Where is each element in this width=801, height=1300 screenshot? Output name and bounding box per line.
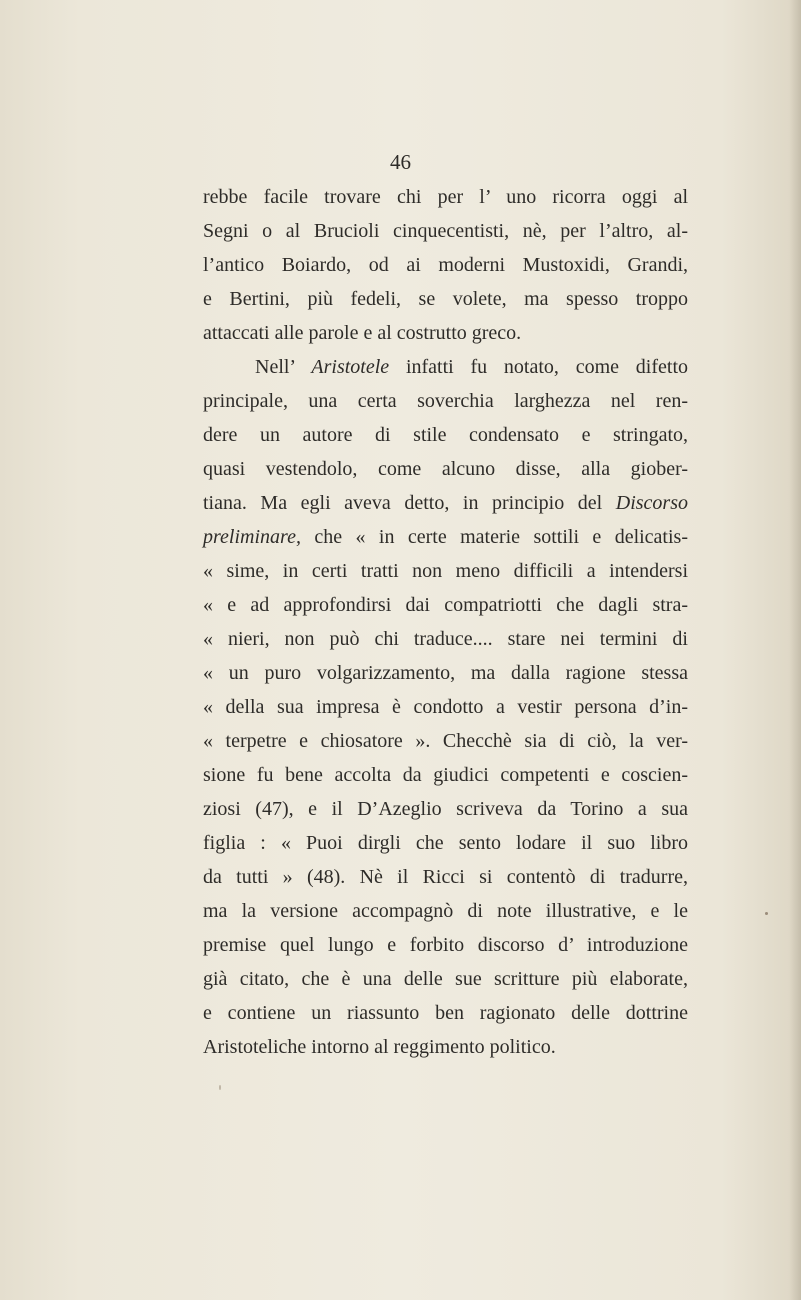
text-run: tiana. Ma egli aveva detto, in principio del [203, 492, 616, 514]
body-text [203, 180, 688, 1064]
text-line: già citato, che è una delle sue scritture più elaborate, [203, 968, 688, 990]
text-line: quasi vestendolo, come alcuno disse, alla giober- [203, 458, 688, 480]
text-line: ziosi (47), e il D’Azeglio scriveva da Torino a sua [203, 798, 688, 820]
text-line: e Bertini, più fedeli, se volete, ma spesso troppo [203, 288, 688, 310]
text-line: Segni o al Brucioli cinquecentisti, nè, per l’altro, al- [203, 220, 688, 242]
text-line: principale, una certa soverchia larghezza nel ren- [203, 390, 688, 412]
paragraph-start-line [203, 350, 688, 384]
text-line: « terpetre e chiosatore ». Checchè sia di ciò, la ver- [203, 730, 688, 752]
text-line: e contiene un riassunto ben ragionato delle dottrine [203, 1002, 688, 1024]
text-line: Aristoteliche intorno al reggimento politico. [203, 1036, 556, 1058]
text-line: « della sua impresa è condotto a vestir persona d’in- [203, 696, 688, 718]
text-line: da tutti » (48). Nè il Ricci si contentò di tradurre, [203, 866, 688, 888]
paper-speck [765, 912, 768, 915]
text-line-with-italic [203, 486, 688, 520]
text-line: rebbe facile trovare chi per l’ uno ricorra oggi al [203, 186, 688, 208]
text-line: « e ad approfondirsi dai compatriotti che dagli stra- [203, 594, 688, 616]
text-line: « sime, in certi tratti non meno difficili a intendersi [203, 560, 688, 582]
italic-title: Discorso [615, 492, 688, 514]
text-run: che « in certe materie sottili e delicatis- [300, 526, 688, 548]
text-line: « un puro volgarizzamento, ma dalla ragione stessa [203, 662, 688, 684]
paper-speck [219, 1085, 221, 1090]
text-line: « nieri, non può chi traduce.... stare nei termini di [203, 628, 688, 650]
text-run: infatti fu notato, come difetto [389, 356, 688, 378]
text-line: sione fu bene accolta da giudici competenti e coscien- [203, 764, 688, 786]
italic-title: Aristotele [311, 356, 390, 378]
text-run: Nell’ [255, 356, 312, 378]
text-line: figlia : « Puoi dirgli che sento lodare il suo libro [203, 832, 688, 854]
text-line: attaccati alle parole e al costrutto greco. [203, 322, 522, 344]
italic-title: preliminare, [203, 526, 301, 548]
text-line: l’antico Boiardo, od ai moderni Mustoxidi, Grandi, [203, 254, 688, 276]
text-line: premise quel lungo e forbito discorso d’ introduzione [203, 934, 688, 956]
text-line-with-italic [203, 520, 688, 554]
text-line: ma la versione accompagnò di note illustrative, e le [203, 900, 688, 922]
text-line: dere un autore di stile condensato e stringato, [203, 424, 688, 446]
page-number: 46 [390, 150, 411, 174]
